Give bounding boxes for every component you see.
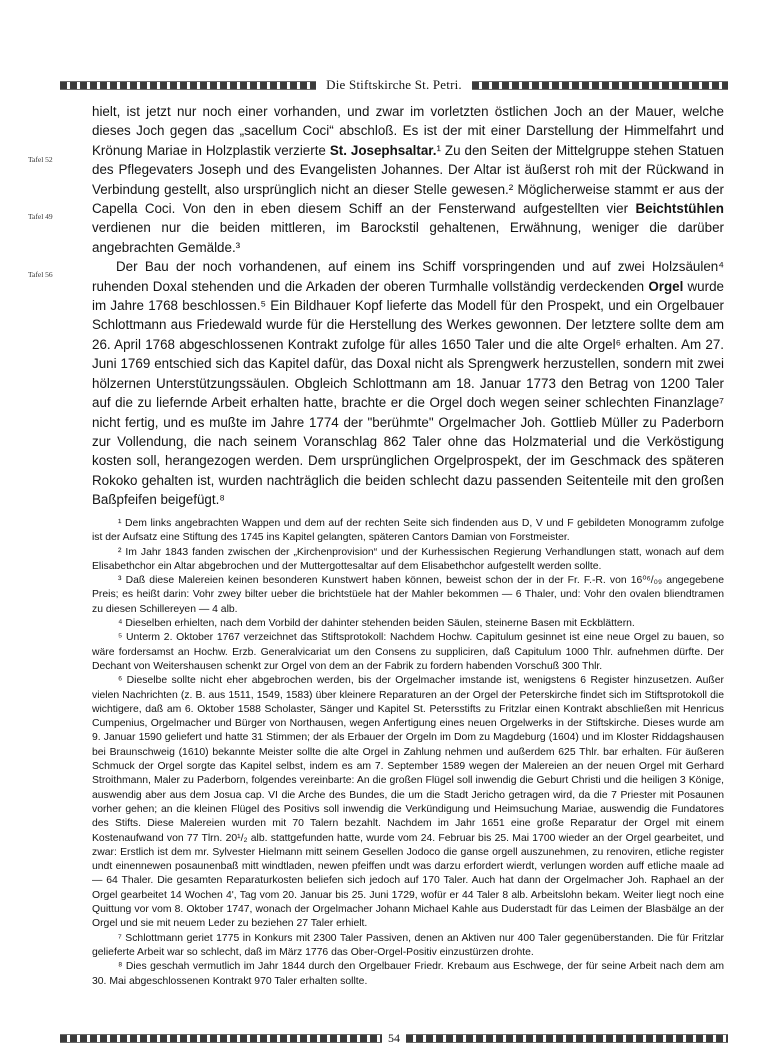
ornament-rule-right <box>472 81 728 90</box>
ornament-rule-left <box>60 81 316 90</box>
footnote-4: ⁴ Dieselben erhielten, nach dem Vorbild der dahinter stehenden beiden Säulen, steinerne Basen mit Eckblättern. <box>118 618 635 630</box>
main-text <box>92 102 724 510</box>
footnote-6: ⁶ Dieselbe sollte nicht eher abgebrochen werden, bis der Orgelmacher imstande ist, wenigstens 6 Register hinzusetzen. Außer vielen Nachrichten (z. B. aus 1511, 1549, 1583) über kleinere Reparaturen an der Orgel der Peterskirche findet sich im Stiftsprotokoll die wichtigere, daß am 6. Oktober 1588 Scholaster, Sänger und Kapitel St. Petersstifts zu Fritzlar einen Kontrakt abschließen mit Henricus Cumpenius, Orgelmacher und Bürger von Northausen, wegen Anfertigung eines neuen Orgelwerks in der Stiftskirche. Dieses wurde am 9. Januar 1590 geliefert und hatte 31 Stimmen; der als Erbauer der Orgeln im Dom zu Magdeburg (1604) und im Kloster Riddagshausen bei Braunschweig (1610) bekannte Meister sollte die alte Orgel in Zahlung nehmen und außerdem 625 Thlr. bar erhalten. Für äußeren Schmuck der Orgel sorgte das Kapitel selbst, indem es am 7. September 1589 wegen der Malereien an der neuen Orgel mit Gerhard Stroithmann, Maler zu Paderborn, folgendes vereinbarte: An die großen Flügel soll inwendig die Geburt Christi und die heiligen 3 Könige, auswendig aber aus dem Josua cap. VI die Arche des Bundes, die um die Stadt Jericho getragen wird, da die 7 Priester mit Posaunen vorher gehen; an die kleinen Flügel des Positivs soll inwendig die Verkündigung und Heimsuchung Mariae, auswendig die Fundatores des Stifts. Diese Malereien wurden mit 70 Talern bezahlt. Nachdem im Jahr 1651 eine große Reparatur der Orgel mit einem Kostenaufwand von 77 Tlrn. 20¹/₂ alb. stattgefunden hatte, wurde vom 24. Februar bis 25. Mai 1700 wieder an der Orgel gearbeitet, und zwar: Erstlich ist dem mr. Sylvester Hielmann mitt seinem Gesellen Jodoco die ganse orgell auszunehmen, zu renoviren, etliche register undt einennewen posaunenbaß mitt windtladen, newen pfeiffen undt was darzu erfordert wierdt, verlungen worden auff etliche maale ad — 64 Thaler. Die gesamten Reparaturkosten beliefen sich jedoch auf 170 Taler. Auch hat dann der Orgelmacher Joh. Raphael an der Orgel gearbeitet 14 Wochen 4', Tag vom 20. Januar bis 25. Juni 1729, wofür er 44 Taler 8 alb. Arbeitslohn bekam. Weiter liegt noch eine Quittung vor vom 8. Oktober 1747, wonach der Orgelmacher Johann Michael Kahle aus Duderstadt für das Leimen der Blasbälge an der Orgel und sie mit neuem Leder zu beziehen 27 Taler erhielt. <box>92 675 724 930</box>
text-run: ¹ Zu den Seiten der Mittelgruppe stehen Statuen des Pflegevaters Joseph und des Evangelisten Johannes. Der Altar ist äußerst roh mit der Rückwand in Verbindung gestellt, also ursprünglich nicht an dieser Stelle gewesen.² Möglicherweise stammt er aus der Capella Coci. Von den in eben diesem Schiff an der Fensterwand aufgestellten vier <box>92 142 724 217</box>
bold-term-beichtstuehle: Beichtstühlen <box>635 201 724 217</box>
footnote-2: ² Im Jahr 1843 fanden zwischen der „Kirchenprovision“ und der Kurhessischen Regierung Verhandlungen statt, wonach auf dem Elisabethchor ein Altar abgebrochen und der Muttergottesaltar auf dem Elisabethchor aufgestellt werden sollte. <box>92 546 724 572</box>
margin-note-plate-52: Tafel 52 <box>28 155 53 164</box>
page-number: 54 <box>388 1030 400 1045</box>
text-run: Der Bau der noch vorhandenen, auf einem ins Schiff vorspringenden und auf zwei Holzsäulen⁴ ruhenden Doxal stehenden und die Arkaden der oberen Turmhalle vollständig verdeckenden <box>92 259 724 294</box>
margin-note-plate-49: Tafel 49 <box>28 212 53 221</box>
paragraph-organ <box>92 257 724 509</box>
ornament-rule-right <box>406 1034 728 1043</box>
running-title: Die Stiftskirche St. Petri. <box>326 77 462 92</box>
footnote-5: ⁵ Unterm 2. Oktober 1767 verzeichnet das Stiftsprotokoll: Nachdem Hochw. Capitulum gesinnet ist eine neue Orgel zu bauen, so wäre fordersamst an Hochw. Erzb. Generalvicariat um den Consens zu suppliciren, daß Capitulum 1000 Thlr. aufnehmen dürfte. Der Dechant von Weitershausen schenkt zur Orgel von dem an der Fabrik zu fordern habenden Vorschuß 300 Thlr. <box>92 632 724 672</box>
footnotes <box>92 517 724 989</box>
running-header <box>60 76 728 94</box>
paragraph-altar <box>92 102 724 257</box>
footnote-8: ⁸ Dies geschah vermutlich im Jahr 1844 durch den Orgelbauer Friedr. Krebaum aus Eschwege, der für seine Arbeit nach dem am 30. Mai abgeschlossenen Kontrakt 970 Taler erhalten sollte. <box>92 961 724 987</box>
bold-term-josephsaltar: St. Josephsaltar. <box>329 142 437 158</box>
running-footer <box>60 1030 728 1046</box>
margin-note-plate-56: Tafel 56 <box>28 270 53 279</box>
footnote-1: ¹ Dem links angebrachten Wappen und dem auf der rechten Seite sich findenden aus D, V und F gebildeten Monogramm zufolge ist der Aufsatz eine Stiftung des 1745 ins Kapitel gelangten, späteren Cantors Damian von Forstmeister. <box>92 518 724 544</box>
bold-term-orgel: Orgel <box>648 278 684 294</box>
footnote-3: ³ Daß diese Malereien keinen besonderen Kunstwert haben können, beweist schon der in der Fr. F.-R. von 16⁰⁶/₀₉ angegebene Preis; es heißt darin: Vohr zwey bilter ueber die brichtstüele hat der Mahler bekommen — 6 Thaler, und: Vohr den ovalen bliendtramen zu diesen Schillereyen — 4 alb. <box>92 575 724 615</box>
text-run: hielt, ist jetzt nur noch einer vorhanden, und zwar im vorletzten östlichen Joch an der Mauer, welche dieses Joch gegen das „sacellum Coci“ abschloß. Es ist der mit einer Darstellung der Himmelfahrt und Krönung Mariae in Holzplastik verzierte <box>92 104 724 158</box>
text-run: wurde im Jahre 1768 beschlossen.⁵ Ein Bildhauer Kopf lieferte das Modell für den Prospekt, und ein Orgelbauer Schlottmann aus Friedewald wurde für die Herstellung des Werkes gewonnen. Der letztere sollte dem am 26. April 1768 abgeschlossenen Kontrakt zufolge für alles 1650 Taler und die alte Orgel⁶ erhalten. Am 27. Juni 1769 entschied sich das Kapitel dafür, das Doxal nicht als Sprengwerk herzustellen, sondern mit zwei hölzernen Unterstützungssäulen. Obgleich Schlottmann am 18. Januar 1773 den Betrag von 1200 Taler auf die zu liefernde Arbeit erhalten hatte, brachte er die Orgel doch wegen seiner schlechten Finanzlage⁷ nicht fertig, und es mußte im Jahre 1774 der "berühmte" Orgelmacher Joh. Gottlieb Müller zu Paderborn zur Vollendung, die nach seinem Voranschlag 862 Taler ohne das Holzmaterial und die Verköstigung kosten soll, herangezogen werden. Dem ursprünglichen Orgelprospekt, der im Geschmack des späteren Rokoko gehalten ist, wurden nachträglich die beiden schlecht dazu passenden Seitenteile mit den großen Baßpfeifen beigefügt.⁸ <box>92 278 724 508</box>
ornament-rule-left <box>60 1034 382 1043</box>
footnote-7: ⁷ Schlottmann geriet 1775 in Konkurs mit 2300 Taler Passiven, denen an Aktiven nur 400 Taler gegenüberstanden. Die für Fritzlar gelieferte Arbeit war so schlecht, daß im März 1776 das Ober-Orgel-Positiv einzustürzen drohte. <box>92 932 724 958</box>
text-run: verdienen nur die beiden mittleren, im Barockstil gehaltenen, Erwähnung, weniger die darüber angebrachten Gemälde.³ <box>92 220 724 255</box>
